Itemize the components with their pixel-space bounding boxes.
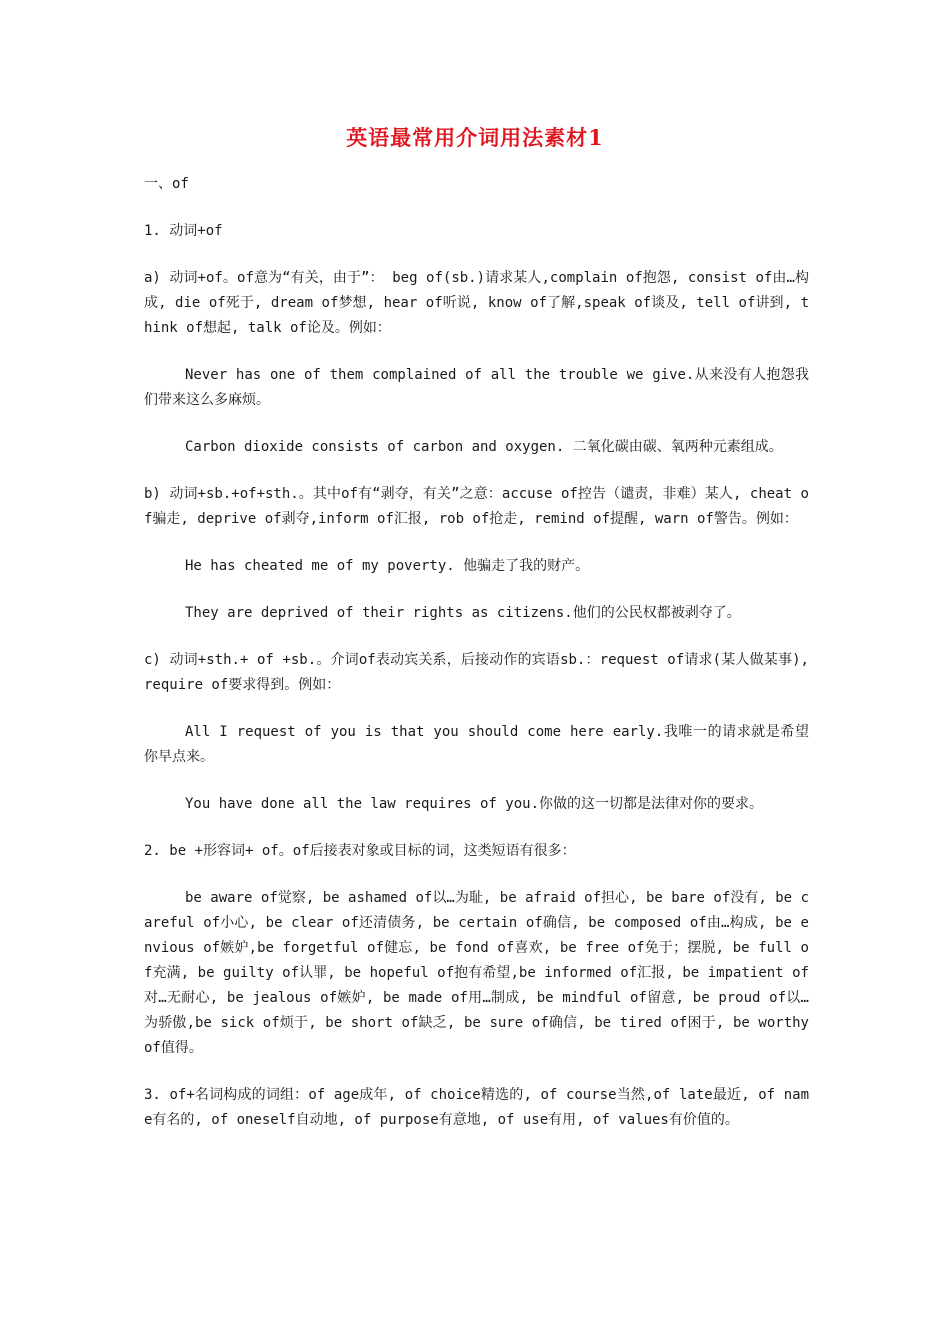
subsection-2-paragraph: 2. be +形容词+ of。of后接表对象或目标的词，这类短语有很多： — [144, 843, 576, 859]
example-a2: Carbon dioxide consists of carbon and oxygen. 二氧化碳由碳、氧两种元素组成。 — [185, 439, 783, 455]
example-b2: They are deprived of their rights as citizens.他们的公民权都被剥夺了。 — [185, 605, 741, 621]
section-1-heading: 一、of — [144, 176, 189, 192]
document-body — [144, 172, 809, 1155]
subsection-1-heading: 1. 动词+of — [144, 223, 223, 239]
item-c-paragraph: c) 动词+sth.+ of +sb.。介词of表动宾关系，后接动作的宾语sb.：request of请求(某人做某事), require of要求得到。例如： — [144, 652, 809, 693]
item-b-paragraph: b) 动词+sb.+of+sth.。其中of有“剥夺，有关”之意：accuse of控告（谴责，非难）某人, cheat of骗走, deprive of剥夺,inform of汇报, rob of抢走, remind of提醒, warn of警告。例如： — [144, 486, 809, 527]
item-a-paragraph: a) 动词+of。of意为“有关，由于”： beg of(sb.)请求某人,complain of抱怨, consist of由…构成, die of死于, dream of梦想, hear of听说, know of了解,speak of谈及, tell of讲到, think of想起, talk of论及。例如： — [144, 270, 809, 336]
example-c1: All I request of you is that you should come here early.我唯一的请求就是希望你早点来。 — [144, 724, 809, 765]
subsection-3-paragraph: 3. of+名词构成的词组：of age成年, of choice精选的, of course当然,of late最近, of name有名的, of oneself自动地, of purpose有意地, of use有用, of values有价值的。 — [144, 1087, 809, 1128]
example-b1: He has cheated me of my poverty. 他骗走了我的财产。 — [185, 558, 590, 574]
page-title: 英语最常用介词用法素材1 — [346, 125, 604, 150]
example-c2: You have done all the law requires of you.你做的这一切都是法律对你的要求。 — [185, 796, 764, 812]
adjective-of-list: be aware of觉察, be ashamed of以…为耻, be afraid of担心, be bare of没有, be careful of小心, be clear of还清债务, be certain of确信, be composed of由…构成, be envious of嫉妒,be forgetful of健忘, be fond of喜欢, be free of免于；摆脱, be full of充满, be guilty of认罪, be hopeful of抱有希望,be informed of汇报, be impatient of对…无耐心, be jealous of嫉妒, be made of用…制成, be mindful of留意, be proud of以…为骄傲,be sick of烦于, be short of缺乏, be sure of确信, be tired of困于, be worthy of值得。 — [144, 890, 809, 1056]
example-a1: Never has one of them complained of all the trouble we give.从来没有人抱怨我们带来这么多麻烦。 — [144, 367, 809, 408]
